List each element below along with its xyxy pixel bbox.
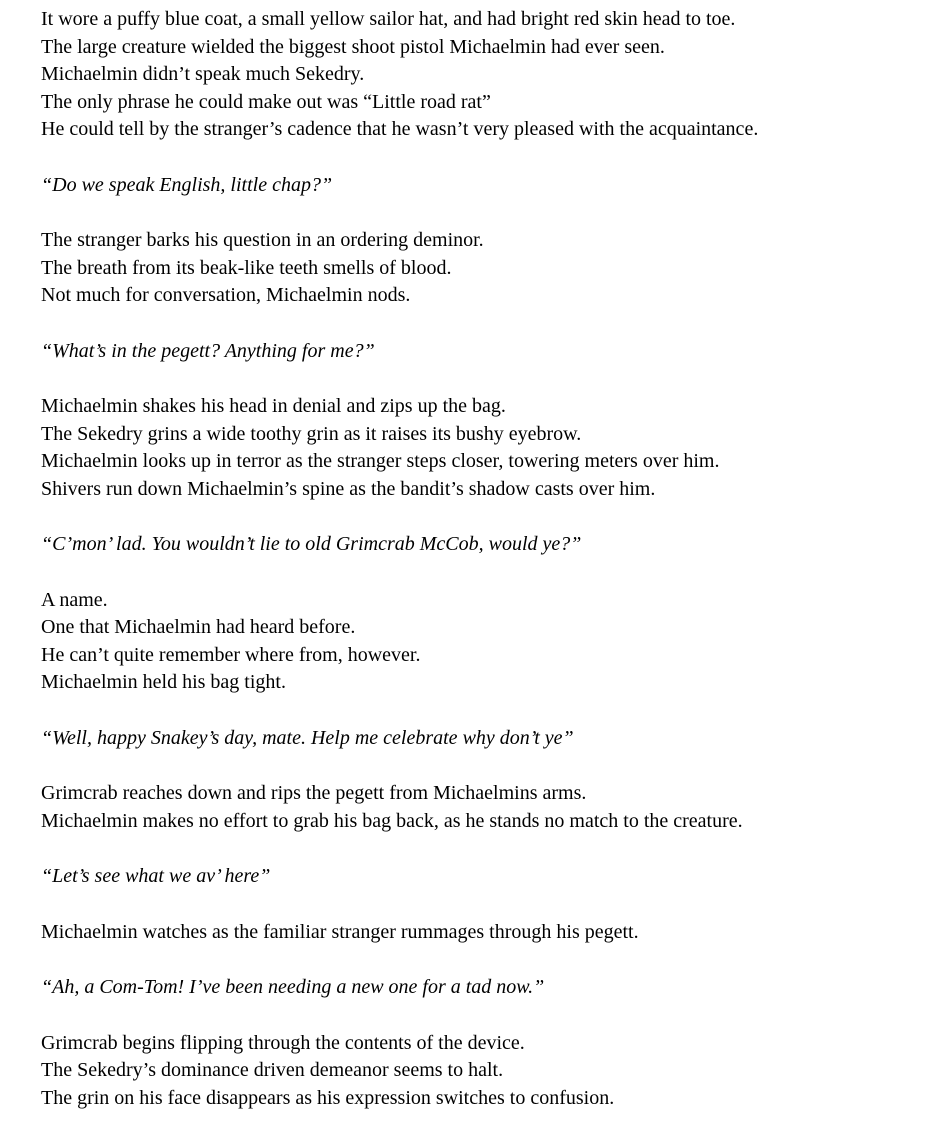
story-line: Michaelmin shakes his head in denial and zips up the bag. — [41, 395, 506, 417]
story-line: Michaelmin didn’t speak much Sekedry. — [41, 63, 365, 85]
story-line: Michaelmin looks up in terror as the stranger steps closer, towering meters over him. — [41, 450, 720, 472]
story-line: Grimcrab begins flipping through the contents of the device. — [41, 1031, 525, 1054]
narration-paragraph — [41, 919, 910, 947]
story-line: The grin on his face disappears as his expression switches to confusion. — [41, 1086, 615, 1109]
story-line: The large creature wielded the biggest shoot pistol Michaelmin had ever seen. — [41, 35, 665, 58]
story-line: The Sekedry grins a wide toothy grin as it raises its bushy eyebrow. — [41, 422, 582, 445]
narration-paragraph — [41, 227, 910, 310]
story-line: A name. — [41, 588, 108, 611]
story-line: Shivers run down Michaelmin’s spine as the bandit’s shadow casts over him. — [41, 477, 656, 500]
dialogue-paragraph — [41, 531, 910, 559]
story-line: The breath from its beak-like teeth smells of blood. — [41, 256, 452, 279]
story-line: Michaelmin held his bag tight. — [41, 671, 286, 693]
dialogue-line: “Ah, a Com-Tom! I’ve been needing a new one for a tad now.” — [41, 976, 545, 998]
story-line: It wore a puffy blue coat, a small yellow sailor hat, and had bright red skin head to toe. — [41, 8, 736, 30]
story-line: One that Michaelmin had heard before. — [41, 616, 356, 638]
story-line: The only phrase he could make out was “Little road rat” — [41, 90, 491, 113]
dialogue-line: “Let’s see what we av’ here” — [41, 865, 271, 887]
story-line: The stranger barks his question in an ordering deminor. — [41, 229, 484, 251]
story-line: Not much for conversation, Michaelmin nods. — [41, 284, 411, 306]
dialogue-line: “What’s in the pegett? Anything for me?” — [41, 339, 375, 362]
dialogue-paragraph — [41, 863, 910, 891]
story-line: Michaelmin makes no effort to grab his bag back, as he stands no match to the creature. — [41, 809, 743, 832]
narration-paragraph — [41, 6, 910, 144]
dialogue-line: “C’mon’ lad. You wouldn’t lie to old Grimcrab McCob, would ye?” — [41, 533, 582, 555]
narration-paragraph — [41, 780, 910, 835]
narration-paragraph — [41, 393, 910, 503]
story-line: He can’t quite remember where from, however. — [41, 643, 421, 666]
story-line: Grimcrab reaches down and rips the pegett from Michaelmins arms. — [41, 782, 587, 804]
dialogue-line: “Well, happy Snakey’s day, mate. Help me celebrate why don’t ye” — [41, 726, 574, 749]
narration-paragraph — [41, 587, 910, 697]
dialogue-paragraph — [41, 172, 910, 200]
story-line: The Sekedry’s dominance driven demeanor seems to halt. — [41, 1059, 504, 1081]
story-line: Michaelmin watches as the familiar stranger rummages through his pegett. — [41, 920, 639, 943]
dialogue-paragraph — [41, 338, 910, 366]
story-line: He could tell by the stranger’s cadence that he wasn’t very pleased with the acquaintance. — [41, 118, 759, 140]
dialogue-line: “Do we speak English, little chap?” — [41, 173, 333, 196]
dialogue-paragraph — [41, 974, 910, 1002]
dialogue-paragraph — [41, 725, 910, 753]
narration-paragraph — [41, 1030, 910, 1113]
